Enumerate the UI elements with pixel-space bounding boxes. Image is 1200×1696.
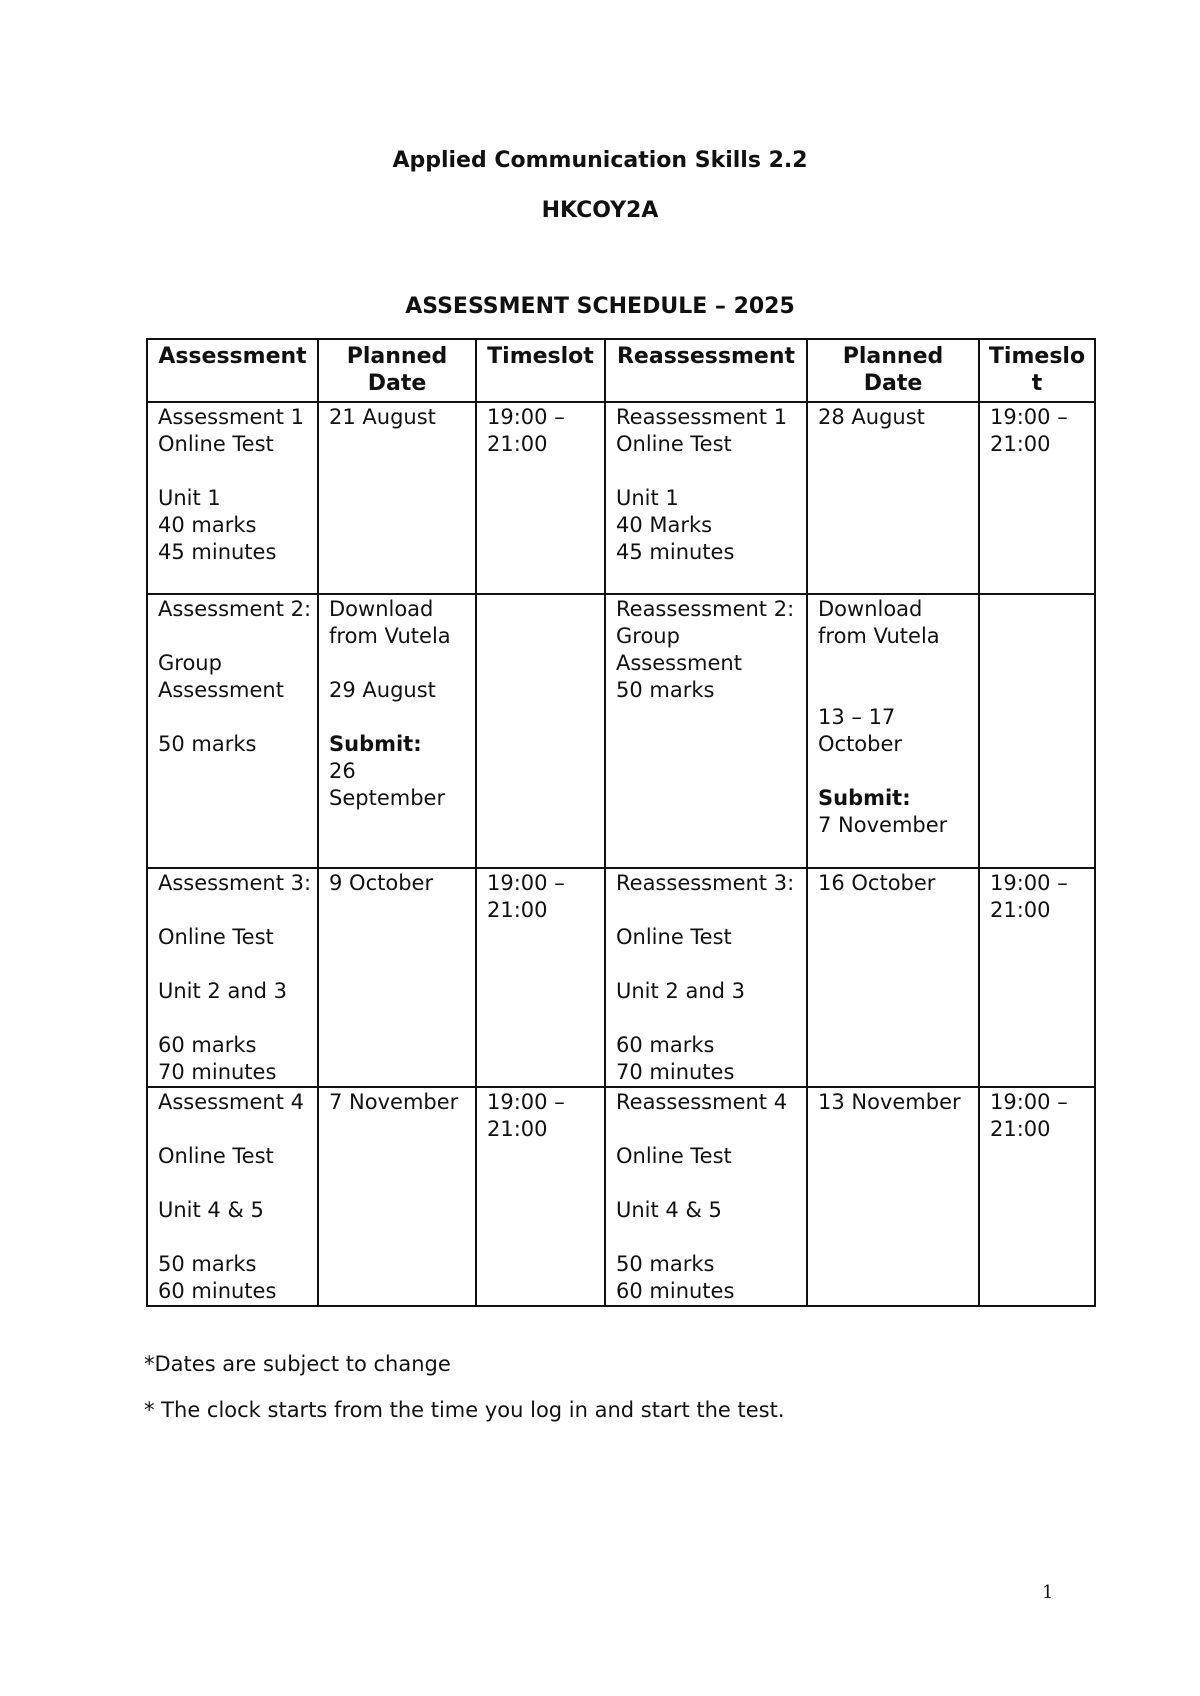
cell-line: 9 October — [329, 871, 434, 895]
cell-line: October — [818, 732, 903, 756]
line-gap — [329, 704, 465, 731]
line-gap — [616, 1170, 796, 1197]
cell-line: 21:00 — [990, 432, 1051, 456]
cell-line: 28 August — [818, 405, 925, 429]
cell-timeslot — [476, 1087, 605, 1306]
cell-line: 19:00 – — [990, 871, 1068, 895]
line-gap — [158, 704, 307, 731]
line-gap — [616, 951, 796, 978]
cell-line: 7 November — [818, 813, 948, 837]
cell-timeslot — [476, 594, 605, 868]
note-dates-subject-to-change: *Dates are subject to change — [144, 1352, 451, 1376]
cell-line: from Vutela — [329, 624, 451, 648]
cell-line: Unit 2 and 3 — [158, 979, 288, 1003]
cell-line: Assessment 1 — [158, 405, 305, 429]
cell-line: Reassessment 1 — [616, 405, 788, 429]
note-clock-starts: * The clock starts from the time you log in and start the test. — [144, 1398, 785, 1422]
header-re-timeslot: Timeslo t — [979, 339, 1095, 402]
cell-line: 60 marks — [616, 1033, 715, 1057]
cell-line: 60 marks — [158, 1033, 257, 1057]
cell-planned-date — [318, 1087, 476, 1306]
cell-line: 7 November — [329, 1090, 459, 1114]
cell-line: Assessment — [158, 678, 284, 702]
cell-line: Online Test — [158, 1144, 274, 1168]
cell-line: 50 marks — [158, 1252, 257, 1276]
cell-line: Assessment 4 — [158, 1090, 305, 1114]
cell-line: 19:00 – — [990, 405, 1068, 429]
table-header-row — [147, 339, 1095, 402]
cell-line: Group — [616, 624, 680, 648]
cell-planned-date — [318, 402, 476, 594]
cell-reassessment — [605, 1087, 807, 1306]
line-gap — [158, 1005, 307, 1032]
cell-line: September — [329, 786, 446, 810]
cell-line: Download — [329, 597, 434, 621]
cell-assessment — [147, 402, 318, 594]
header-assessment: Assessment — [147, 339, 318, 402]
line-gap — [818, 650, 968, 677]
cell-re-timeslot — [979, 868, 1095, 1087]
cell-line: Unit 1 — [616, 486, 679, 510]
header-reassessment: Reassessment — [605, 339, 807, 402]
cell-re-timeslot — [979, 402, 1095, 594]
assessment-schedule-table — [146, 338, 1096, 1307]
cell-line: Online Test — [616, 925, 732, 949]
cell-assessment — [147, 1087, 318, 1306]
cell-planned-date — [318, 594, 476, 868]
line-gap — [158, 951, 307, 978]
cell-line: 40 Marks — [616, 513, 713, 537]
cell-re-timeslot — [979, 594, 1095, 868]
cell-line: 13 November — [818, 1090, 961, 1114]
cell-line: 21:00 — [487, 1117, 548, 1141]
cell-reassessment — [605, 868, 807, 1087]
line-gap — [616, 897, 796, 924]
cell-line: Online Test — [616, 432, 732, 456]
document-title: Applied Communication Skills 2.2 — [392, 148, 808, 173]
module-code: HKCOY2A — [541, 198, 659, 223]
cell-re-planned-date — [807, 868, 979, 1087]
line-gap — [158, 1116, 307, 1143]
cell-re-timeslot — [979, 1087, 1095, 1306]
cell-re-planned-date — [807, 1087, 979, 1306]
cell-line: 19:00 – — [487, 1090, 565, 1114]
cell-line: 50 marks — [616, 678, 715, 702]
cell-planned-date — [318, 868, 476, 1087]
cell-line: 21:00 — [990, 1117, 1051, 1141]
cell-line: 13 – 17 — [818, 705, 896, 729]
line-gap — [616, 1224, 796, 1251]
cell-line: 26 — [329, 759, 356, 783]
line-gap — [616, 458, 796, 485]
cell-re-planned-date — [807, 594, 979, 868]
line-gap — [329, 650, 465, 677]
cell-line: Assessment 2: — [158, 597, 312, 621]
cell-line: Online Test — [158, 925, 274, 949]
page-number: 1 — [1042, 1582, 1054, 1603]
cell-line: Assessment — [616, 651, 742, 675]
cell-line: Unit 2 and 3 — [616, 979, 746, 1003]
cell-line: 21:00 — [990, 898, 1051, 922]
cell-line: 70 minutes — [616, 1060, 735, 1084]
cell-line: 60 minutes — [158, 1279, 277, 1303]
table-row — [147, 1087, 1095, 1306]
table-row — [147, 868, 1095, 1087]
line-gap — [616, 1116, 796, 1143]
cell-timeslot — [476, 868, 605, 1087]
cell-line: Submit: — [818, 786, 911, 810]
cell-line: Submit: — [329, 732, 422, 756]
line-gap — [158, 623, 307, 650]
line-gap — [158, 458, 307, 485]
cell-line: Online Test — [616, 1144, 732, 1168]
cell-line: 40 marks — [158, 513, 257, 537]
cell-line: 60 minutes — [616, 1279, 735, 1303]
cell-line: 70 minutes — [158, 1060, 277, 1084]
line-gap — [158, 1224, 307, 1251]
table-row — [147, 402, 1095, 594]
cell-line: Unit 4 & 5 — [616, 1198, 722, 1222]
line-gap — [158, 897, 307, 924]
line-gap — [818, 758, 968, 785]
cell-line: 45 minutes — [158, 540, 277, 564]
line-gap — [158, 1170, 307, 1197]
cell-line: 21:00 — [487, 432, 548, 456]
line-gap — [616, 1005, 796, 1032]
cell-line: Unit 1 — [158, 486, 221, 510]
cell-line: Group — [158, 651, 222, 675]
cell-line: 50 marks — [158, 732, 257, 756]
cell-assessment — [147, 868, 318, 1087]
cell-line: 29 August — [329, 678, 436, 702]
cell-assessment — [147, 594, 318, 868]
cell-line: Reassessment 3: — [616, 871, 795, 895]
table-row — [147, 594, 1095, 868]
cell-line: Reassessment 4 — [616, 1090, 788, 1114]
cell-line: 45 minutes — [616, 540, 735, 564]
cell-line: Unit 4 & 5 — [158, 1198, 264, 1222]
cell-line: 19:00 – — [487, 871, 565, 895]
cell-line: Reassessment 2: — [616, 597, 795, 621]
cell-line: 19:00 – — [990, 1090, 1068, 1114]
header-timeslot: Timeslot — [476, 339, 605, 402]
cell-line: 16 October — [818, 871, 936, 895]
cell-re-planned-date — [807, 402, 979, 594]
cell-reassessment — [605, 594, 807, 868]
line-gap — [818, 677, 968, 704]
cell-line: Online Test — [158, 432, 274, 456]
cell-line: 21 August — [329, 405, 436, 429]
cell-line: Download — [818, 597, 923, 621]
cell-line: 50 marks — [616, 1252, 715, 1276]
cell-timeslot — [476, 402, 605, 594]
header-re-planned-date: Planned Date — [807, 339, 979, 402]
cell-line: Assessment 3: — [158, 871, 312, 895]
cell-line: 19:00 – — [487, 405, 565, 429]
cell-line: 21:00 — [487, 898, 548, 922]
schedule-title: ASSESSMENT SCHEDULE – 2025 — [405, 294, 795, 319]
cell-line: from Vutela — [818, 624, 940, 648]
cell-reassessment — [605, 402, 807, 594]
header-planned-date: Planned Date — [318, 339, 476, 402]
